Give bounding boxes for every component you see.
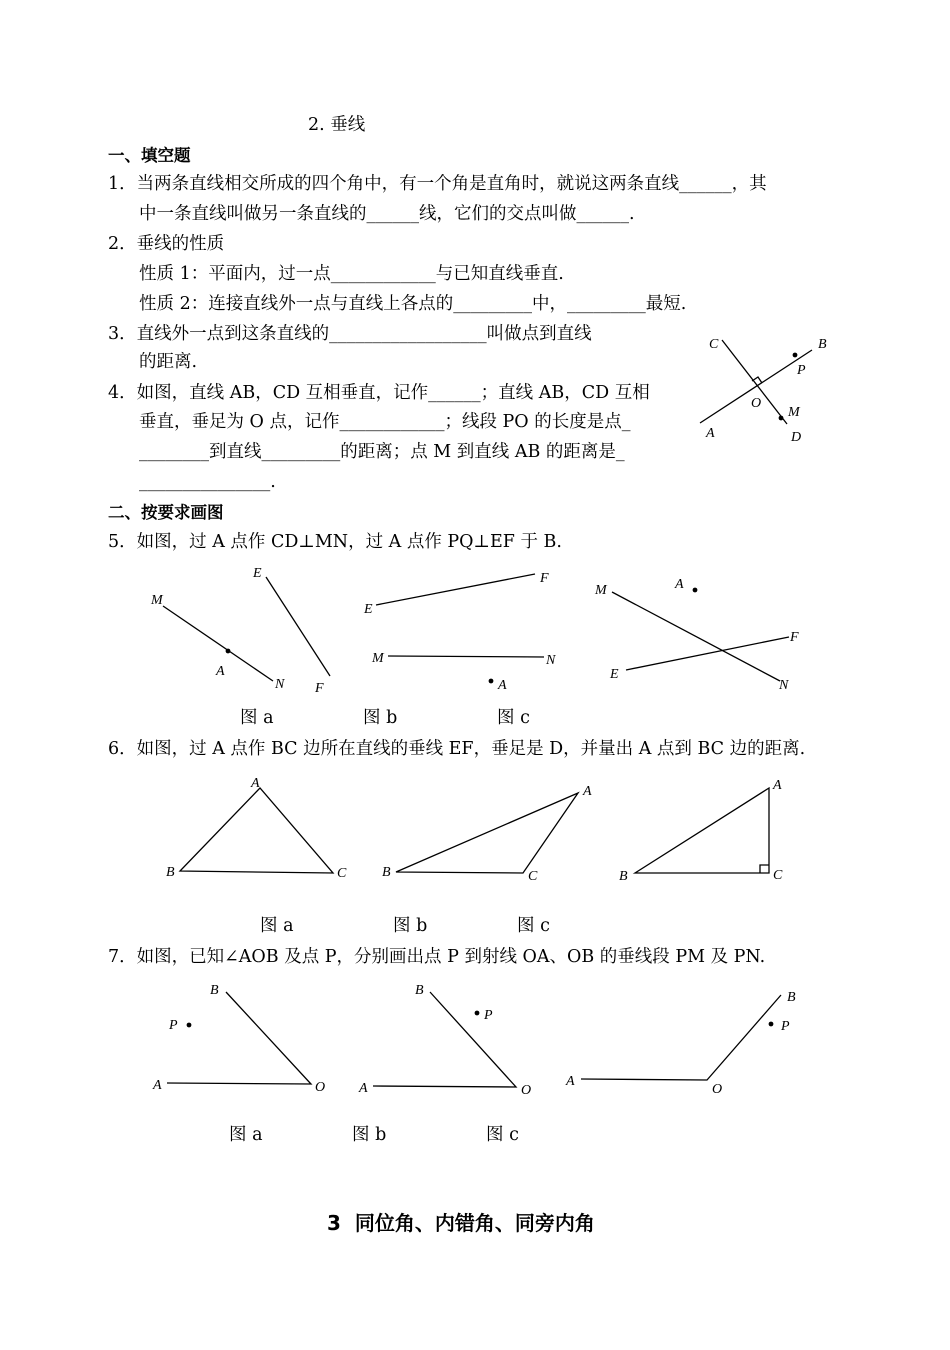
- q2-line2: 性质 1：平面内，过一点____________与已知直线垂直.: [139, 264, 564, 284]
- q5-text: 5．如图，过 A 点作 CD⊥MN，过 A 点作 PQ⊥EF 于 B.: [108, 532, 562, 552]
- part2-heading: 二、按要求画图: [108, 503, 224, 522]
- q6-caption-c: 图 c: [517, 916, 550, 936]
- label-a: A: [706, 426, 715, 441]
- point-label-a: A: [359, 1081, 368, 1096]
- label-m: M: [788, 405, 800, 420]
- q4-line4: _______________.: [139, 472, 276, 492]
- point-label-a: A: [583, 784, 592, 799]
- label-p: P: [797, 363, 806, 378]
- q1-line2: 中一条直线叫做另一条直线的______线，它们的交点叫做______.: [139, 204, 635, 224]
- section-title: 2. 垂线: [308, 115, 366, 135]
- point-label-m: M: [151, 593, 163, 608]
- point-p-dot: [187, 1023, 192, 1028]
- q1-line1: 1．当两条直线相交所成的四个角中，有一个角是直角时，就说这两条直线______，其: [108, 174, 767, 194]
- point-label-p: P: [484, 1008, 493, 1023]
- point-label-b: B: [210, 983, 219, 998]
- q6-text: 6．如图，过 A 点作 BC 边所在直线的垂线 EF，垂足是 D，并量出 A 点到 BC 边的距离.: [108, 739, 806, 759]
- point-p-dot: [475, 1011, 480, 1016]
- point-label-e: E: [253, 566, 262, 581]
- q6-caption-b: 图 b: [393, 916, 428, 936]
- q4-line1: 4．如图，直线 AB，CD 互相垂直，记作______；直线 AB，CD 互相: [108, 383, 650, 403]
- point-label-c: C: [337, 866, 347, 881]
- q4-line2: 垂直，垂足为 O 点，记作____________；线段 PO 的长度是点_: [139, 412, 631, 432]
- point-label-p: P: [781, 1019, 790, 1034]
- label-b: B: [818, 337, 827, 352]
- point-label-a: A: [675, 577, 684, 592]
- angle-c: [581, 995, 781, 1080]
- point-label-c: C: [528, 869, 538, 884]
- point-label-b: B: [787, 990, 796, 1005]
- point-label-e: E: [610, 667, 619, 682]
- label-o: O: [751, 396, 762, 411]
- q7-caption-c: 图 c: [486, 1125, 519, 1145]
- q5-caption-c: 图 c: [497, 708, 530, 728]
- point-label-n: N: [546, 653, 556, 668]
- point-label-a: A: [498, 678, 507, 693]
- q5-caption-b: 图 b: [363, 708, 398, 728]
- point-p-dot: [769, 1022, 774, 1027]
- angle-b: [373, 992, 516, 1087]
- point-label-a: A: [153, 1078, 162, 1093]
- q2-line3: 性质 2：连接直线外一点与直线上各点的_________中，_________最短.: [139, 294, 687, 314]
- point-label-o: O: [712, 1082, 723, 1097]
- q6-caption-a: 图 a: [260, 916, 294, 936]
- point-label-f: F: [315, 681, 324, 696]
- q2-line1: 2．垂线的性质: [108, 234, 225, 254]
- q7-caption-a: 图 a: [229, 1125, 263, 1145]
- label-d: D: [791, 430, 802, 445]
- point-label-c: C: [773, 868, 783, 883]
- point-label-a: A: [251, 776, 260, 791]
- part1-heading: 一、填空题: [108, 146, 191, 165]
- angle-a: [167, 992, 311, 1084]
- point-label-o: O: [521, 1083, 532, 1098]
- point-label-b: B: [415, 983, 424, 998]
- point-label-a: A: [216, 664, 225, 679]
- q3-line2: 的距离.: [139, 352, 198, 372]
- point-label-m: M: [595, 583, 607, 598]
- q7-caption-b: 图 b: [352, 1125, 387, 1145]
- q4-line3: ________到直线_________的距离；点 M 到直线 AB 的距离是_: [139, 442, 625, 462]
- point-label-p: P: [169, 1018, 178, 1033]
- point-label-f: F: [540, 571, 549, 586]
- point-label-e: E: [364, 602, 373, 617]
- label-c: C: [709, 337, 719, 352]
- point-label-f: F: [790, 630, 799, 645]
- point-label-b: B: [166, 865, 175, 880]
- q7-text: 7．如图，已知∠AOB 及点 P，分别画出点 P 到射线 OA、OB 的垂线段 PM 及 PN.: [108, 947, 766, 967]
- point-label-b: B: [619, 869, 628, 884]
- point-label-n: N: [275, 677, 285, 692]
- next-section-title: 3 同位角、内错角、同旁内角: [327, 1211, 595, 1235]
- point-label-b: B: [382, 865, 391, 880]
- q3-line1: 3．直线外一点到这条直线的__________________叫做点到直线: [108, 324, 592, 344]
- point-label-a: A: [566, 1074, 575, 1089]
- point-label-o: O: [315, 1080, 326, 1095]
- q5-caption-a: 图 a: [240, 708, 274, 728]
- point-label-n: N: [779, 678, 789, 693]
- point-label-m: M: [372, 651, 384, 666]
- point-label-a: A: [773, 778, 782, 793]
